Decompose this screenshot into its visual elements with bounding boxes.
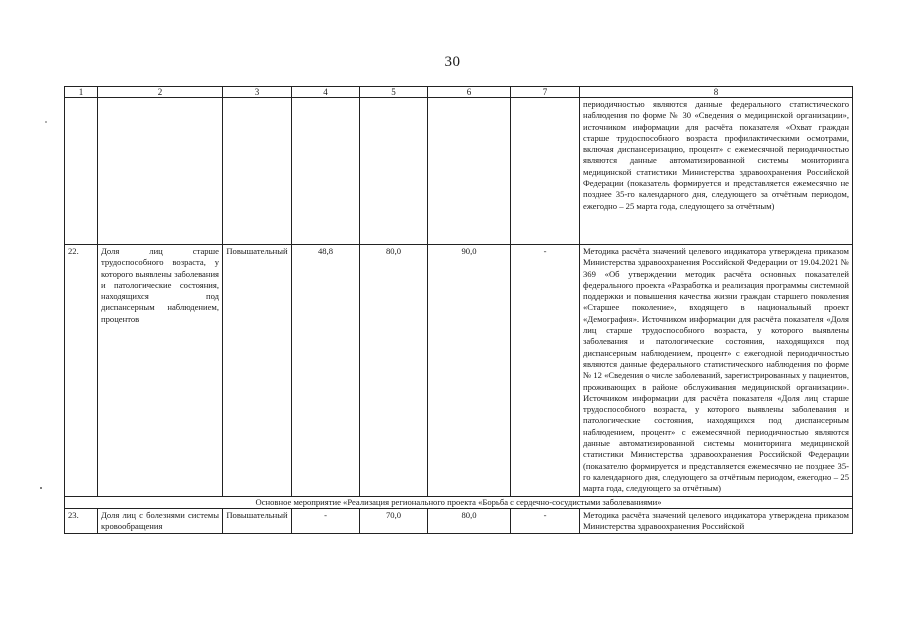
value-col-4: -	[292, 508, 360, 533]
value-col-4: 48,8	[292, 245, 360, 497]
value-col-5: 80,0	[360, 245, 428, 497]
header-cell-3: 3	[223, 87, 292, 98]
row-number: 22.	[65, 245, 98, 497]
indicator-type-text: Повышательный	[226, 509, 288, 520]
indicator-type	[223, 508, 292, 533]
scan-speck	[45, 121, 47, 123]
header-cell-2: 2	[98, 87, 223, 98]
indicator-name: Доля лиц старше трудоспособного возраста, у которого выявлены заболевания и патологические состояния, находящихся под диспансерным наблюдением, процентов	[98, 245, 223, 497]
table-row-22	[65, 245, 853, 497]
table-row-23	[65, 508, 853, 533]
scan-speck	[40, 487, 42, 489]
indicator-name	[98, 508, 223, 533]
row-number: 23.	[65, 508, 98, 533]
table-header-row	[65, 87, 853, 98]
header-cell-6: 6	[428, 87, 511, 98]
method-text-content: Методика расчёта значений целевого индикатора утверждена приказом Министерства здравоохранения Российской	[583, 509, 849, 531]
table-row-continuation	[65, 98, 853, 245]
value-col-7: -	[511, 508, 580, 533]
section-title-row	[65, 496, 853, 508]
indicator-type: Повышательный	[223, 245, 292, 497]
section-title: Основное мероприятие «Реализация регионального проекта «Борьба с сердечно-сосудистыми заболеваниями»	[65, 496, 853, 508]
indicator-name-text: Доля лиц с болезнями системы кровообращения	[101, 509, 219, 531]
value-col-6: 90,0	[428, 245, 511, 497]
header-cell-5: 5	[360, 87, 428, 98]
continuation-method-text: периодичностью являются данные федерального статистического наблюдения по форме № 30 «Сведения о медицинской организации», источником информации для расчёта показателя «Охват граждан старше трудоспособного возраста профилактическими осмотрами, включая диспансеризацию, процент» с ежемесячной периодичностью являются данные автоматизированной системы мониторинга медицинской статистики Министерства здравоохранения Российской Федерации (показатель формируется и представляется ежемесячно не позднее 35-го календарного дня, следующего за отчётным периодом, ежегодно – 25 марта года, следующего за отчётным)	[580, 98, 853, 245]
header-cell-8: 8	[580, 87, 853, 98]
header-cell-1: 1	[65, 87, 98, 98]
method-text	[580, 508, 853, 533]
header-cell-7: 7	[511, 87, 580, 98]
value-col-6: 80,0	[428, 508, 511, 533]
page-number: 30	[444, 54, 461, 70]
indicators-table	[64, 86, 853, 534]
value-col-5: 70,0	[360, 508, 428, 533]
method-text: Методика расчёта значений целевого индикатора утверждена приказом Министерства здравоохранения Российской Федерации от 19.04.2021 № 369 «Об утверждении методик расчёта основных показателей федерального проекта «Разработка и реализация программы системной поддержки и повышения качества жизни граждан старшего поколения «Старшее поколение», входящего в национальный проект «Демография». Источником информации для расчёта показателя «Доля лиц старше трудоспособного возраста, у которого выявлены заболевания и патологические состояния, находящихся под диспансерным наблюдением, процент» с ежегодной периодичностью являются данные федерального статистического наблюдения по форме № 12 «Сведения о числе заболеваний, зарегистрированных у пациентов, проживающих в районе обслуживания медицинской организации». Источником информации для расчёта показателя «Доля лиц старше трудоспособного возраста, у которого выявлены заболевания и патологические состояния, находящихся под диспансерным наблюдением, процент» с ежемесячной периодичностью являются данные автоматизированной системы мониторинга медицинской статистики Министерства здравоохранения Российской Федерации (показателю формируется и представляется ежемесячно не позднее 35-го календарного дня, следующего за отчётным периодом, ежегодно – 25 марта года, следующего за отчётным)	[580, 245, 853, 497]
header-cell-4: 4	[292, 87, 360, 98]
value-col-7: -	[511, 245, 580, 497]
